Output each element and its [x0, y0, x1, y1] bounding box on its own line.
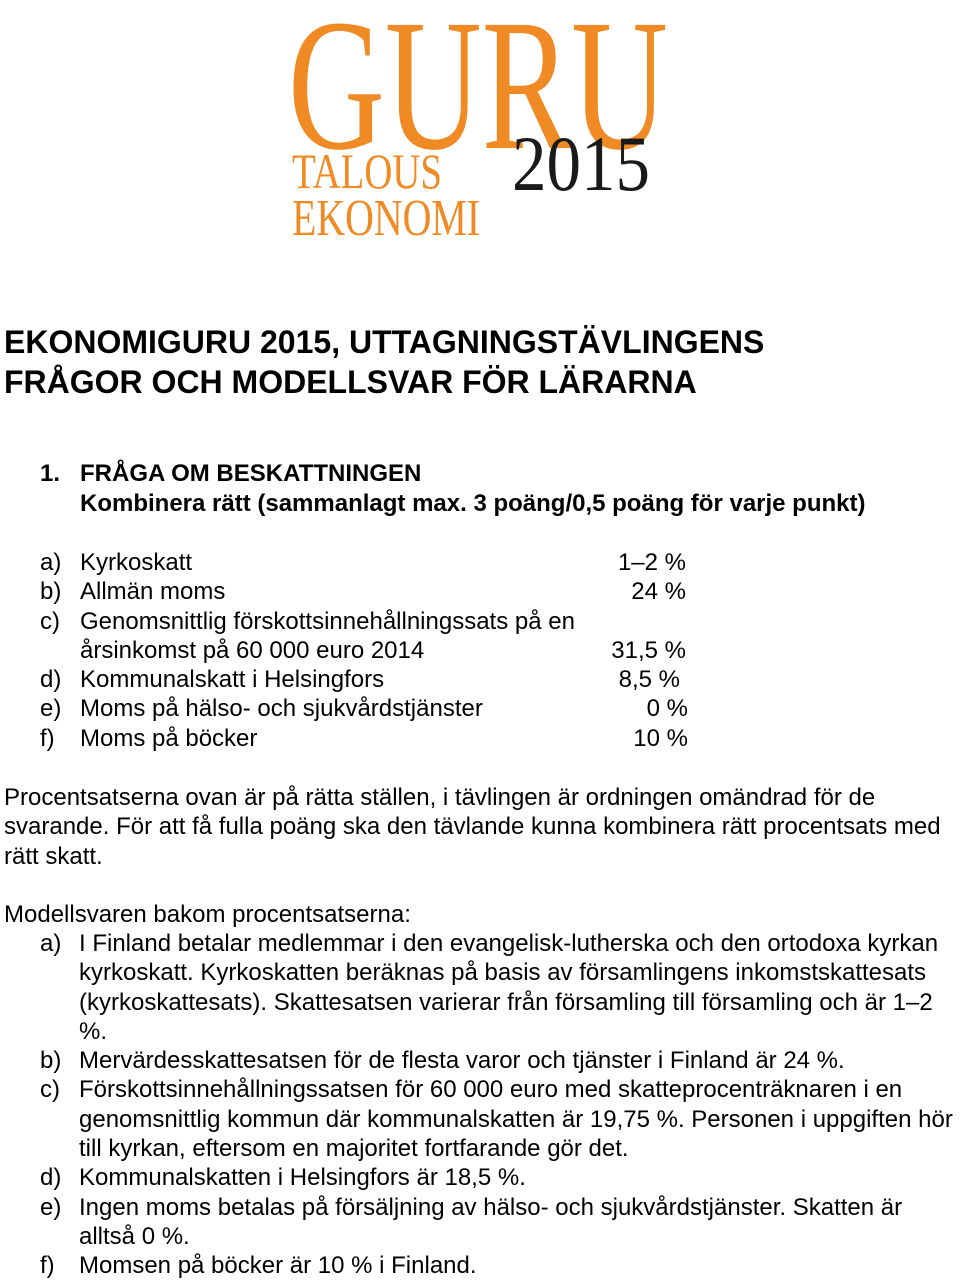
answer-letter: b): [40, 1047, 62, 1075]
item-label: Moms på böcker: [80, 724, 258, 752]
list-item: [40, 607, 700, 666]
item-letter: c): [40, 607, 60, 635]
explanation-paragraph: Procentsatserna ovan är på rätta ställen, i tävlingen är ordningen omändrad för de svarande. För att få fulla poäng ska den tävlande kunna kombinera rätt procentsats med rätt skatt.: [4, 784, 941, 870]
logo-word: GURU: [288, 0, 668, 189]
list-item: [40, 548, 700, 577]
title-line-1: EKONOMIGURU 2015, UTTAGNINGSTÄVLINGENS: [4, 324, 765, 360]
answer-text: Kommunalskatten i Helsingfors är 18,5 %.: [79, 1164, 526, 1192]
page-title: [4, 322, 764, 402]
section-subtitle: Kombinera rätt (sammanlagt max. 3 poäng/0,5 poäng för varje punkt): [80, 490, 866, 517]
item-percent: 24 %: [631, 578, 686, 606]
item-label-line-2: årsinkomst på 60 000 euro 2014: [80, 636, 425, 664]
model-answers-list: [40, 929, 960, 1281]
guru-logo: [280, 0, 680, 245]
answer-item: [40, 1046, 960, 1075]
item-label: Kyrkoskatt: [80, 549, 193, 576]
answer-item: [40, 1075, 960, 1163]
item-percent: 10 %: [633, 724, 688, 752]
section-title: FRÅGA OM BESKATTNINGEN: [80, 460, 422, 487]
logo-line2: EKONOMI: [292, 190, 480, 245]
answer-letter: d): [40, 1164, 62, 1192]
list-item: [40, 577, 700, 606]
list-item: [40, 694, 700, 723]
item-letter: b): [40, 578, 62, 606]
answer-text: Momsen på böcker är 10 % i Finland.: [79, 1252, 477, 1280]
answer-text: Förskottsinnehållningssatsen för 60 000 euro med skatteprocenträknaren i en genomsnittlig kommun där kommunalskatten är 19,75 %. Personen i uppgiften hör till kyrkan, eftersom en majoritet fortfarande gör det.: [79, 1076, 953, 1163]
answer-letter: a): [40, 930, 62, 957]
logo-year: 2015: [512, 120, 650, 207]
answer-item: [40, 929, 960, 1046]
item-letter: d): [40, 666, 62, 694]
answers-intro: Modellsvaren bakom procentsatserna:: [4, 901, 411, 928]
answer-letter: e): [40, 1193, 62, 1221]
item-label-line-1: Genomsnittlig förskottsinnehållningssats på en: [80, 607, 575, 635]
list-item: [40, 724, 700, 753]
list-item: [40, 665, 700, 694]
logo-line1: TALOUS: [292, 143, 442, 199]
tax-items-list: [40, 548, 700, 753]
item-percent: 8,5 %: [618, 666, 680, 694]
item-letter: f): [40, 724, 55, 752]
answer-letter: c): [40, 1076, 60, 1104]
item-label: Allmän moms: [80, 578, 226, 606]
item-letter: a): [40, 549, 62, 576]
answer-text: Ingen moms betalas på försäljning av hälso- och sjukvårdstjänster. Skatten är alltså 0 %.: [79, 1193, 903, 1250]
answer-letter: f): [40, 1252, 55, 1280]
item-label: Kommunalskatt i Helsingfors: [80, 666, 385, 694]
item-label: [80, 607, 575, 666]
item-letter: e): [40, 695, 62, 723]
answer-text: I Finland betalar medlemmar i den evangelisk-lutherska och den ortodoxa kyrkan kyrkoskatt. Kyrkoskatten beräknas på basis av församlingens inkomstskattesats (kyrkoskattesats). Skattesatsen varierar från församling till församling och är 1–2 %.: [79, 930, 939, 1045]
answer-item: [40, 1163, 960, 1192]
answer-item: [40, 1251, 960, 1280]
item-percent: 0 %: [646, 695, 688, 723]
item-label: Moms på hälso- och sjukvårdstjänster: [80, 695, 483, 723]
answer-item: [40, 1193, 960, 1252]
title-line-2: FRÅGOR OCH MODELLSVAR FÖR LÄRARNA: [4, 364, 697, 400]
item-percent: 1–2 %: [617, 549, 686, 576]
section-number: 1.: [40, 460, 61, 487]
item-percent: 31,5 %: [611, 636, 686, 664]
answer-text: Mervärdesskattesatsen för de flesta varor och tjänster i Finland är 24 %.: [79, 1047, 845, 1075]
